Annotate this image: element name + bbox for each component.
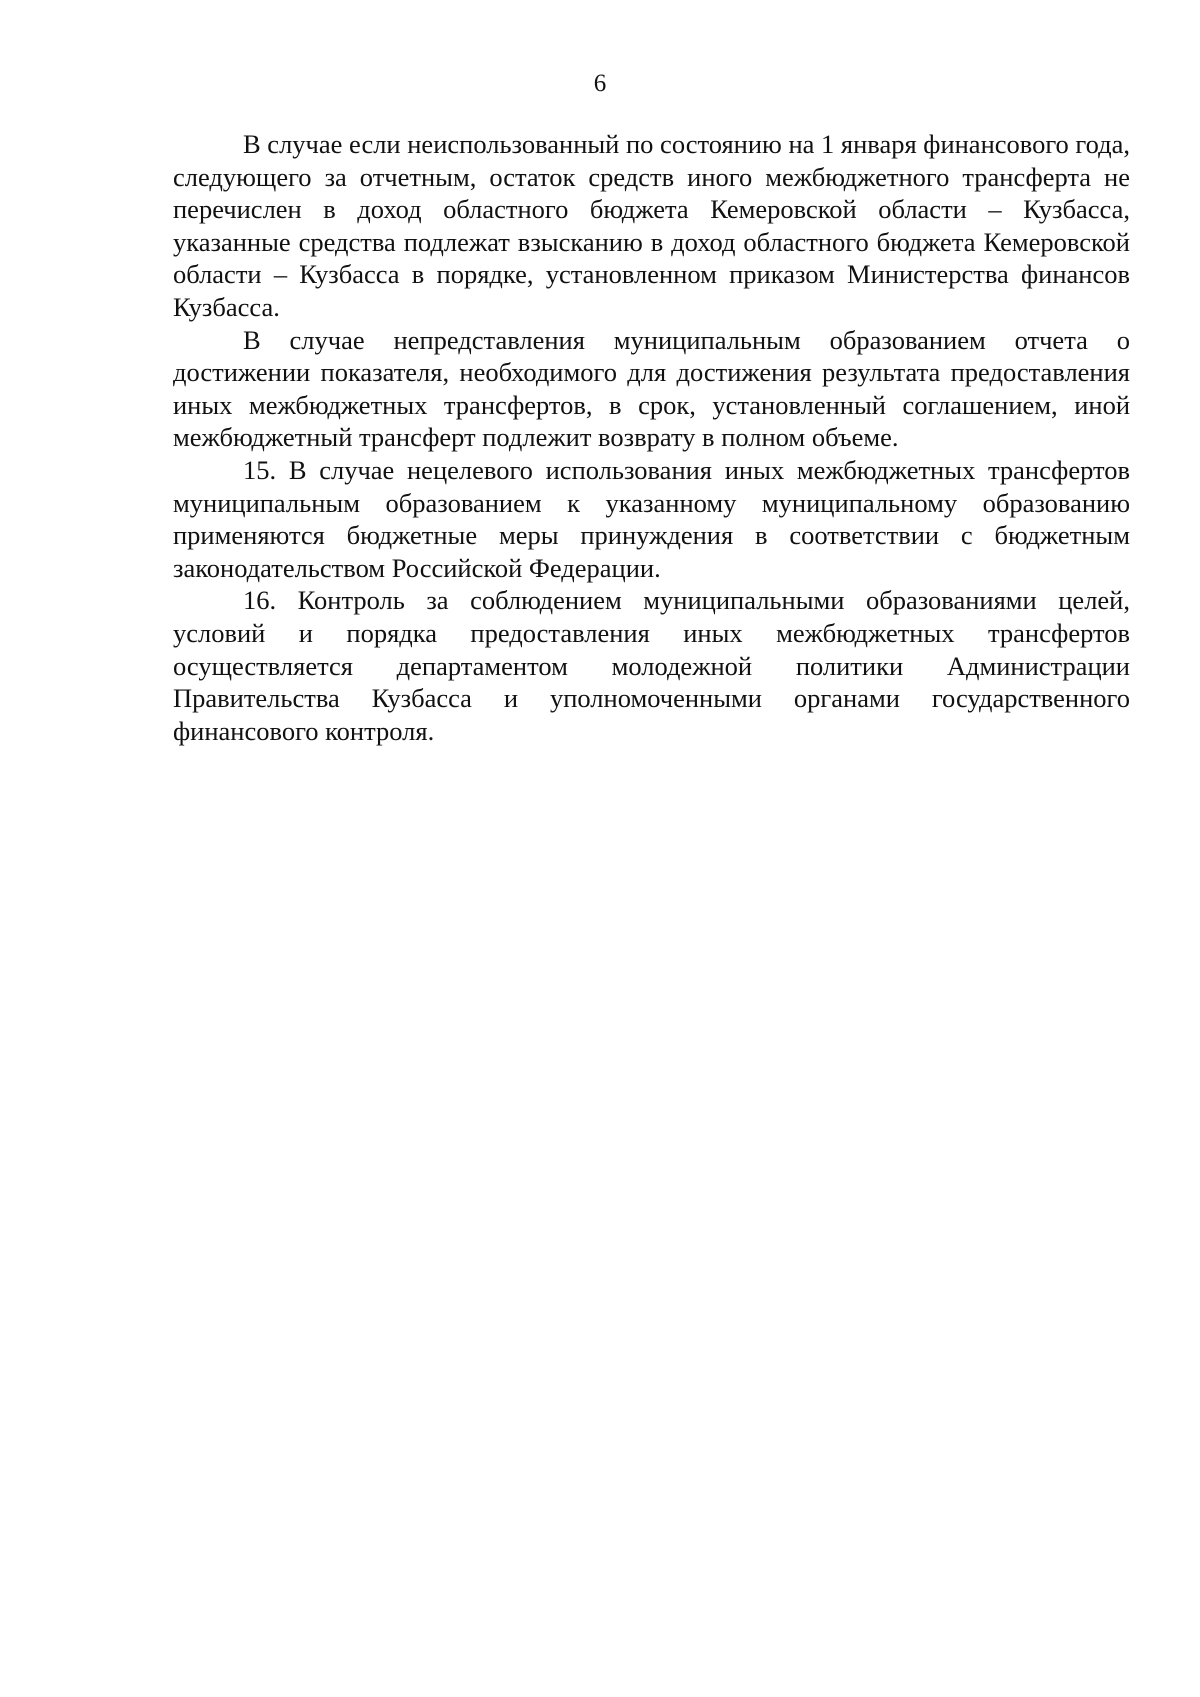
- paragraph-unused-balance-recovery: В случае если неиспользованный по состоянию на 1 января финансового года, следующего за отчетным, остаток средств иного межбюджетного трансферта не перечислен в доход областного бюджета Кемеровской области – Кузбасса, указанные средства подлежат взысканию в доход областного бюджета Кемеровской области – Кузбасса в порядке, установленном приказом Министерства финансов Кузбасса.: [173, 129, 1130, 322]
- paragraph-item-15-misuse: 15. В случае нецелевого использования иных межбюджетных трансфертов муниципальным образованием к указанному муниципальному образованию применяются бюджетные меры принуждения в соответствии с бюджетным законодательством Российской Федерации.: [173, 454, 1130, 583]
- document-body: [173, 128, 1130, 747]
- paragraph-item-16-control: 16. Контроль за соблюдением муниципальными образованиями целей, условий и порядка предоставления иных межбюджетных трансфертов осуществляется департаментом молодежной политики Администрации Правительства Кузбасса и уполномоченными органами государственного финансового контроля.: [173, 585, 1130, 746]
- page-number: 6: [593, 70, 607, 97]
- paragraph-report-non-submission: В случае непредставления муниципальным образованием отчета о достижении показателя, необходимого для достижения результата предоставления иных межбюджетных трансфертов, в срок, установленный соглашением, иной межбюджетный трансферт подлежит возврату в полном объеме.: [173, 324, 1130, 453]
